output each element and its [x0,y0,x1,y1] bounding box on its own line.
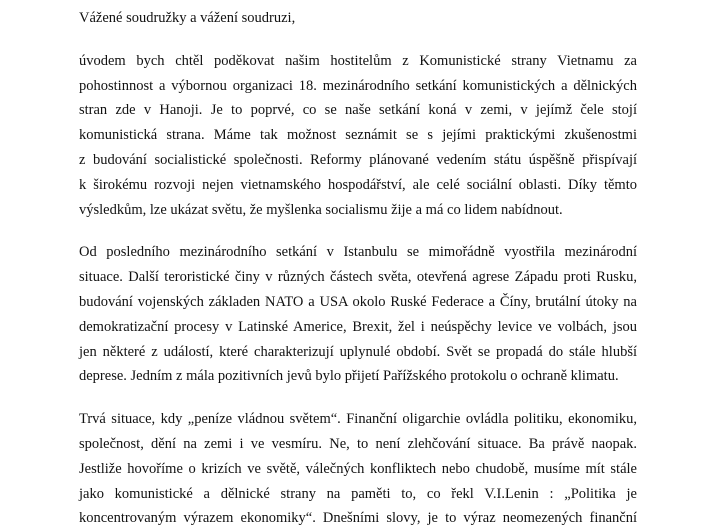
spacer [79,222,637,240]
text-line: společnost, dění na zemi i ve vesmíru. Ne, to není zlehčování situace. Ba právě naopak. [79,435,637,452]
text-line: koncentrovaným výrazem ekonomiky“. Dnešními slovy, je to výraz neomezených finanční [79,510,637,527]
text-line: pohostinnost a výbornou organizaci 18. mezinárodního setkání komunistických a dělnických [79,77,637,94]
text-line: Od posledního mezinárodního setkání v Istanbulu se mimořádně vyostřila mezinárodní [79,244,637,261]
paragraph-3 [79,407,637,531]
spacer [79,389,637,407]
paragraph-2 [79,240,637,389]
salutation: Vážené soudružky a vážení soudruzi, [79,10,296,26]
text-line: Jestliže hovoříme o krizích ve světě, válečných konfliktech nebo chudobě, musíme mít stále [79,460,637,477]
text-line: k širokému rozvoji nejen vietnamského hospodářství, ale celé sociální oblasti. Díky těmto [79,176,637,193]
text-line: budování vojenských základen NATO a USA okolo Ruské Federace a Číny, brutální útoky na [79,293,637,310]
text-line: jen některé z událostí, které charakterizují uplynulé období. Svět se propadá do stále hlubší [79,343,637,360]
text-line: výsledkům, lze ukázat světu, že myšlenka socialismu žije a má co lidem nabídnout. [79,201,563,218]
text-line: stran zde v Hanoji. Je to poprvé, co se naše setkání koná v zemi, v jejímž čele stojí [79,102,637,119]
text-line: jako komunistické a dělnické strany na paměti to, co řekl V.I.Lenin : „Politika je [79,485,637,502]
text-line: úvodem bych chtěl poděkovat našim hostitelům z Komunistické strany Vietnamu za [79,52,637,69]
text-line: komunistická strana. Máme tak možnost seznámit se s jejími praktickými zkušenostmi [79,127,637,144]
text-line: situace. Další teroristické činy v různých částech světa, otevřená agrese Západu proti Rusku, [79,269,637,286]
text-line: Trvá situace, kdy „peníze vládnou světem“. Finanční oligarchie ovládla politiku, ekonomiku, [79,411,637,428]
paragraph-1 [79,49,637,223]
text-line: demokratizační procesy v Latinské Americe, Brexit, žel i neúspěchy levice ve volbách, jsou [79,318,637,335]
spacer [79,31,637,49]
text-line: z budování socialistické společnosti. Reformy plánované vedením státu úspěšně přispívají [79,151,637,168]
text-line: deprese. Jedním z mála pozitivních jevů bylo přijetí Pařížského protokolu o ochraně klimatu. [79,368,619,385]
letter-body [79,6,637,531]
